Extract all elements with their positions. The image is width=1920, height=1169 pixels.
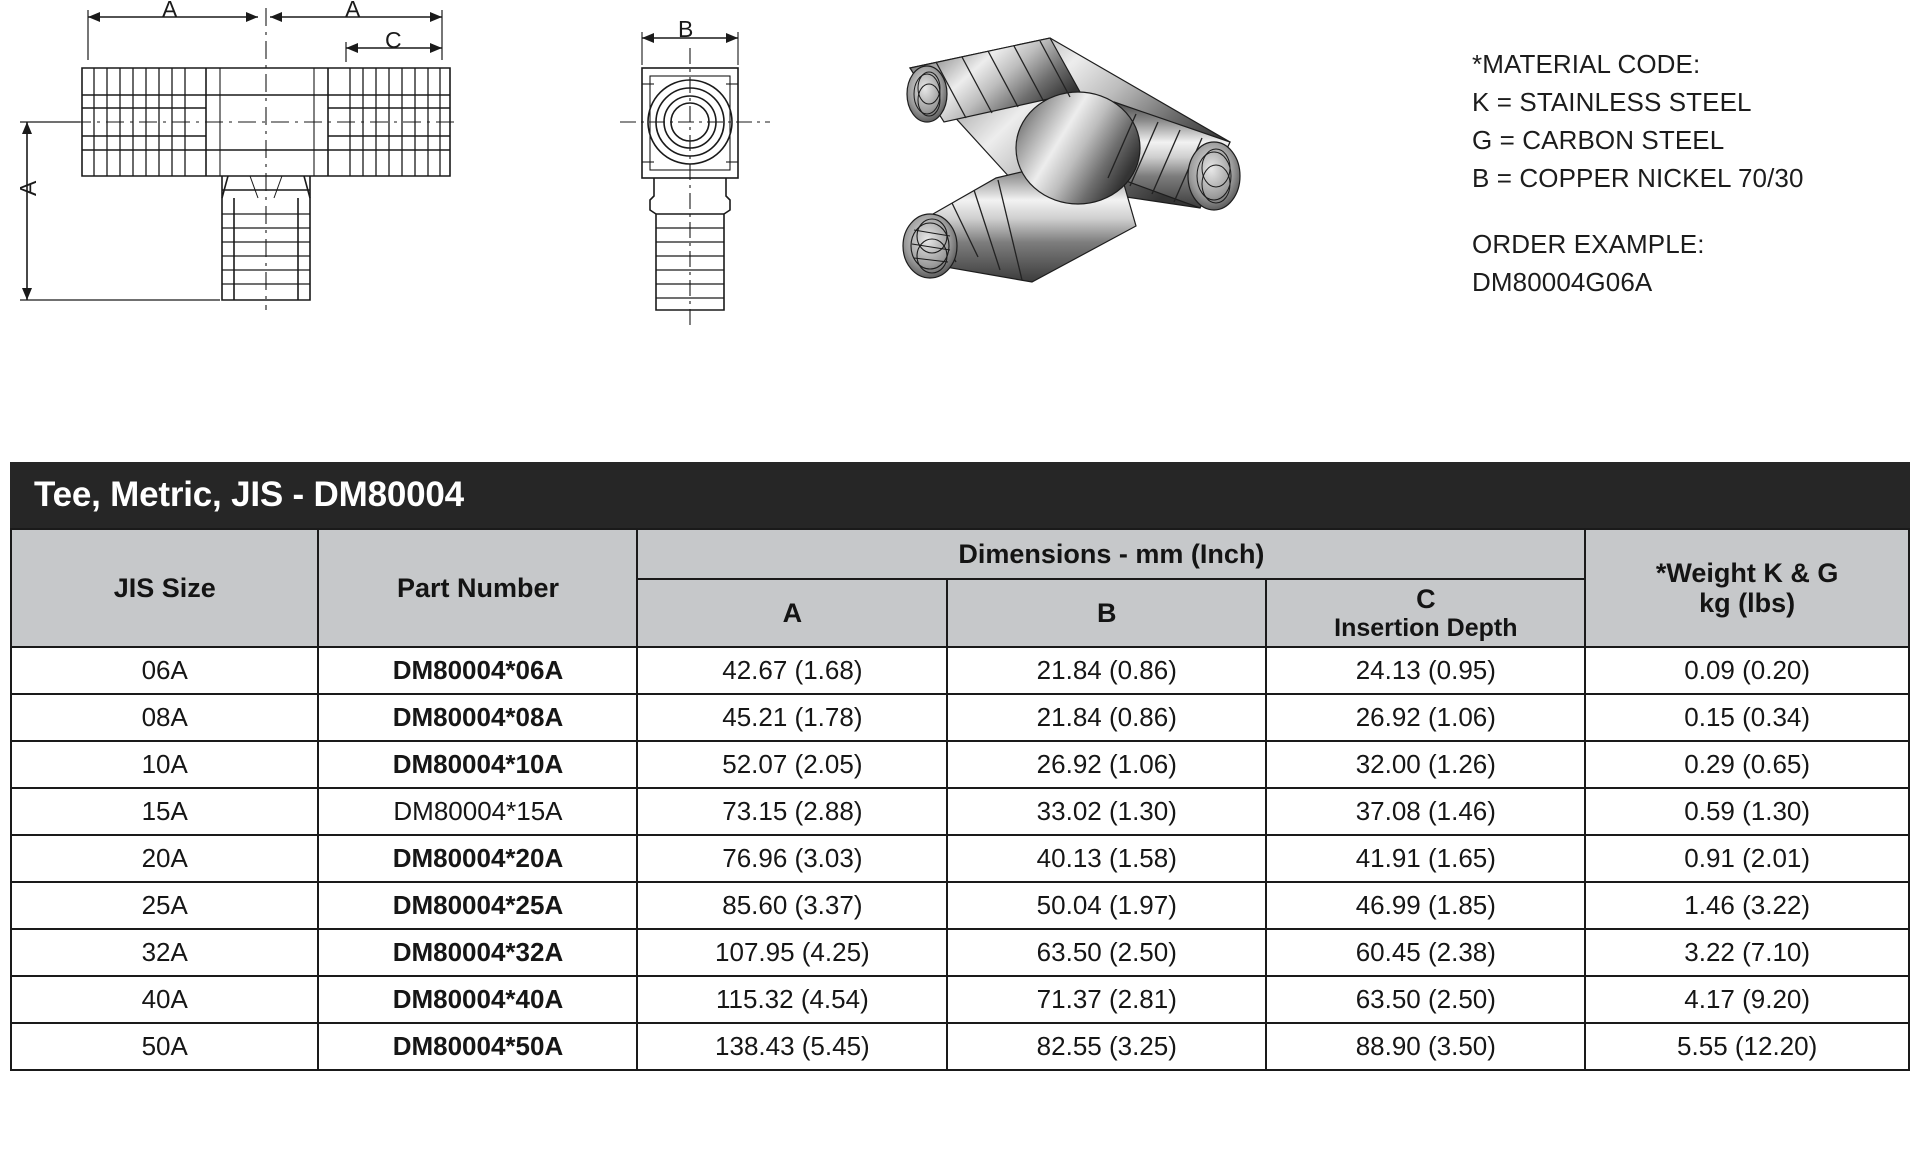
cell-part-number: DM80004*40A [318,976,637,1023]
cell-weight: 5.55 (12.20) [1585,1023,1909,1070]
cell-jis-size: 06A [11,647,318,694]
table-row [11,694,1909,741]
cell-part-number: DM80004*32A [318,929,637,976]
header-dimensions-group: Dimensions - mm (Inch) [637,529,1585,579]
cell-dim-b: 82.55 (3.25) [947,1023,1266,1070]
cell-dim-c: 24.13 (0.95) [1266,647,1585,694]
cell-weight: 0.59 (1.30) [1585,788,1909,835]
order-example-value: DM80004G06A [1472,267,1653,297]
cell-dim-c: 46.99 (1.85) [1266,882,1585,929]
cell-dim-b: 50.04 (1.97) [947,882,1266,929]
dim-label-a-left: A [162,0,178,22]
cell-weight: 1.46 (3.22) [1585,882,1909,929]
cell-part-number: DM80004*10A [318,741,637,788]
cell-weight: 3.22 (7.10) [1585,929,1909,976]
cell-dim-a: 52.07 (2.05) [637,741,947,788]
table-row [11,882,1909,929]
cell-dim-b: 21.84 (0.86) [947,694,1266,741]
material-code-g: G = CARBON STEEL [1472,125,1725,155]
dim-label-c: C [385,27,402,53]
side-view-svg [620,10,880,410]
side-view-drawing [620,10,880,410]
header-part-number: Part Number [318,529,637,647]
cell-dim-b: 33.02 (1.30) [947,788,1266,835]
table-row [11,788,1909,835]
cell-jis-size: 08A [11,694,318,741]
cell-part-number: DM80004*08A [318,694,637,741]
header-col-c-letter: C [1416,584,1436,614]
cell-jis-size: 15A [11,788,318,835]
front-view-svg [10,0,570,400]
cell-dim-c: 60.45 (2.38) [1266,929,1585,976]
cell-dim-b: 26.92 (1.06) [947,741,1266,788]
header-col-c-sub: Insertion Depth [1334,614,1518,642]
header-weight [1585,529,1909,647]
cell-jis-size: 40A [11,976,318,1023]
header-weight-line2: kg (lbs) [1699,588,1796,618]
cell-part-number: DM80004*20A [318,835,637,882]
cell-dim-c: 41.91 (1.65) [1266,835,1585,882]
table-row [11,929,1909,976]
cell-dim-b: 71.37 (2.81) [947,976,1266,1023]
spec-table-wrapper [10,462,1910,1071]
cell-weight: 0.91 (2.01) [1585,835,1909,882]
cell-dim-b: 40.13 (1.58) [947,835,1266,882]
dim-label-a-right: A [345,0,361,22]
cell-weight: 4.17 (9.20) [1585,976,1909,1023]
header-weight-line1: *Weight K & G [1655,558,1839,588]
material-code-title: *MATERIAL CODE: [1472,49,1701,79]
table-row [11,647,1909,694]
cell-dim-a: 42.67 (1.68) [637,647,947,694]
cell-dim-c: 37.08 (1.46) [1266,788,1585,835]
cell-jis-size: 10A [11,741,318,788]
cell-dim-c: 63.50 (2.50) [1266,976,1585,1023]
table-row [11,1023,1909,1070]
spec-table-head [11,529,1909,647]
dim-label-a-vertical: A [15,180,41,196]
cell-part-number: DM80004*50A [318,1023,637,1070]
header-col-c [1266,579,1585,647]
isometric-tee-svg [900,30,1340,320]
cell-weight: 0.29 (0.65) [1585,741,1909,788]
table-row [11,741,1909,788]
cell-dim-c: 26.92 (1.06) [1266,694,1585,741]
header-col-a: A [637,579,947,647]
notes-block [1472,45,1902,301]
cell-jis-size: 20A [11,835,318,882]
cell-part-number: DM80004*06A [318,647,637,694]
cell-dim-a: 45.21 (1.78) [637,694,947,741]
dim-label-b: B [678,16,694,42]
isometric-view-drawing [900,30,1340,320]
cell-jis-size: 50A [11,1023,318,1070]
spec-table [10,528,1910,1071]
cell-part-number: DM80004*15A [318,788,637,835]
material-code-b: B = COPPER NICKEL 70/30 [1472,163,1804,193]
spec-table-body [11,647,1909,1070]
cell-jis-size: 32A [11,929,318,976]
cell-weight: 0.15 (0.34) [1585,694,1909,741]
cell-jis-size: 25A [11,882,318,929]
cell-dim-a: 107.95 (4.25) [637,929,947,976]
cell-dim-b: 63.50 (2.50) [947,929,1266,976]
header-col-b: B [947,579,1266,647]
notes-spacer [1472,197,1902,225]
cell-weight: 0.09 (0.20) [1585,647,1909,694]
cell-dim-c: 32.00 (1.26) [1266,741,1585,788]
header-jis-size: JIS Size [11,529,318,647]
cell-dim-a: 85.60 (3.37) [637,882,947,929]
cell-dim-b: 21.84 (0.86) [947,647,1266,694]
cell-dim-a: 76.96 (3.03) [637,835,947,882]
spec-table-title-bar [10,462,1910,528]
cell-dim-a: 73.15 (2.88) [637,788,947,835]
material-code-k: K = STAINLESS STEEL [1472,87,1752,117]
page-title: Tee, Metric, JIS - DM80004 [34,475,464,514]
table-row [11,835,1909,882]
front-view-drawing [10,0,570,400]
cell-dim-a: 115.32 (4.54) [637,976,947,1023]
header-row-1 [11,529,1909,579]
table-row [11,976,1909,1023]
cell-dim-a: 138.43 (5.45) [637,1023,947,1070]
cell-part-number: DM80004*25A [318,882,637,929]
cell-dim-c: 88.90 (3.50) [1266,1023,1585,1070]
order-example-title: ORDER EXAMPLE: [1472,229,1705,259]
